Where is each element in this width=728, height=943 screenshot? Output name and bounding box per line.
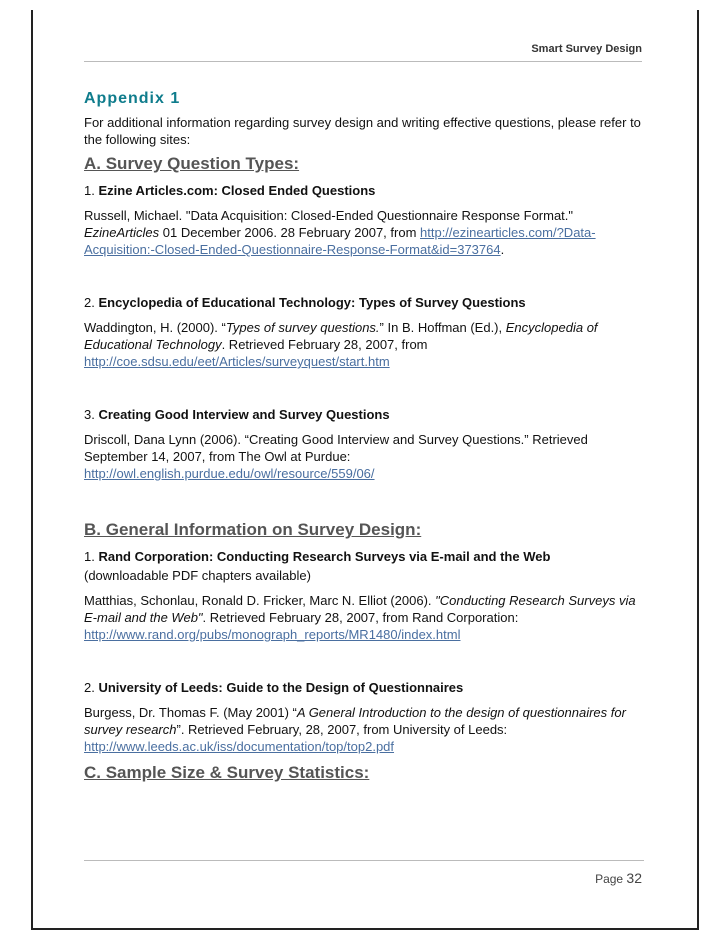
citation-italic: Encyclopedia of Educational Technology: [84, 320, 598, 352]
page-footer: [595, 870, 642, 886]
entry-a3-citation: [84, 431, 644, 482]
citation-italic: EzineArticles: [84, 225, 160, 240]
entry-number: 1.: [84, 549, 99, 564]
citation-text: ”. Retrieved February, 28, 2007, from University of Leeds:: [176, 722, 508, 737]
entry-number: 2.: [84, 295, 99, 310]
entry-heading: University of Leeds: Guide to the Design of Questionnaires: [98, 680, 464, 695]
entry-a2-title: [84, 294, 644, 311]
spacer: [84, 370, 644, 404]
citation-text: Russell, Michael. "Data Acquisition: Closed-Ended Questionnaire Response Format.": [84, 208, 574, 223]
entry-heading: Ezine Articles.com: Closed Ended Questions: [98, 183, 376, 198]
citation-italic: Types of survey questions.: [225, 320, 380, 335]
entry-number: 2.: [84, 680, 99, 695]
entry-number: 3.: [84, 407, 99, 422]
section-a-heading: A. Survey Question Types:: [84, 154, 300, 173]
footer-divider: [84, 860, 644, 861]
citation-text: .: [500, 242, 505, 257]
section-b-heading: B. General Information on Survey Design:: [84, 520, 422, 539]
appendix-title: Appendix 1: [84, 90, 181, 107]
header-divider: [84, 61, 642, 62]
appendix-intro: For additional information regarding survey design and writing effective questions, please refer to the following sites:: [84, 115, 641, 147]
entry-heading: Creating Good Interview and Survey Questions: [98, 407, 390, 422]
citation-text: Burgess, Dr. Thomas F. (May 2001) “: [84, 705, 297, 720]
citation-text: Waddington, H. (2000). “: [84, 320, 226, 335]
spacer: [84, 482, 644, 516]
page-number: 32: [626, 870, 642, 886]
entry-a1-title: [84, 182, 644, 199]
citation-text: . Retrieved February 28, 2007, from Rand Corporation:: [202, 610, 519, 625]
entry-b1-link[interactable]: http://www.rand.org/pubs/monograph_reports/MR1480/index.html: [84, 627, 461, 642]
entry-a2-citation: [84, 319, 644, 370]
citation-text: 01 December 2006. 28 February 2007, from: [159, 225, 421, 240]
spacer: [84, 643, 644, 677]
citation-text: Matthias, Schonlau, Ronald D. Fricker, Marc N. Elliot (2006).: [84, 593, 436, 608]
entry-b2-link[interactable]: http://www.leeds.ac.uk/iss/documentation/top/top2.pdf: [84, 739, 395, 754]
citation-italic: "Conducting Research Surveys via E-mail and the Web": [84, 593, 636, 625]
entry-b1-subtitle: (downloadable PDF chapters available): [84, 568, 311, 583]
entry-a3-title: [84, 406, 644, 423]
section-c-heading: C. Sample Size & Survey Statistics:: [84, 763, 370, 782]
running-header: Smart Survey Design: [531, 43, 642, 55]
citation-text: ” In B. Hoffman (Ed.),: [379, 320, 506, 335]
entry-heading: Encyclopedia of Educational Technology: Types of Survey Questions: [98, 295, 526, 310]
entry-a2-link[interactable]: http://coe.sdsu.edu/eet/Articles/surveyquest/start.htm: [84, 354, 390, 369]
citation-italic: A General Introduction to the design of questionnaires for survey research: [84, 705, 626, 737]
entry-a1-link[interactable]: http://ezinearticles.com/?Data-Acquisition:-Closed-Ended-Questionnaire-Response-Format&id=373764: [84, 225, 596, 257]
entry-number: 1.: [84, 183, 99, 198]
citation-text: Driscoll, Dana Lynn (2006). “Creating Good Interview and Survey Questions.” Retrieved September 14, 2007, from The Owl at Purdue:: [84, 432, 588, 464]
entry-heading: Rand Corporation: Conducting Research Surveys via E-mail and the Web: [98, 549, 551, 564]
spacer: [84, 258, 644, 292]
page-body: [84, 90, 644, 791]
page-label: Page: [595, 872, 627, 886]
citation-text: . Retrieved February 28, 2007, from: [221, 337, 428, 352]
entry-a3-link[interactable]: http://owl.english.purdue.edu/owl/resource/559/06/: [84, 466, 375, 481]
entry-b1-title: [84, 548, 644, 565]
entry-b2-citation: [84, 704, 644, 755]
entry-b1-citation: [84, 592, 644, 643]
entry-b2-title: [84, 679, 644, 696]
entry-a1-citation: [84, 207, 644, 258]
